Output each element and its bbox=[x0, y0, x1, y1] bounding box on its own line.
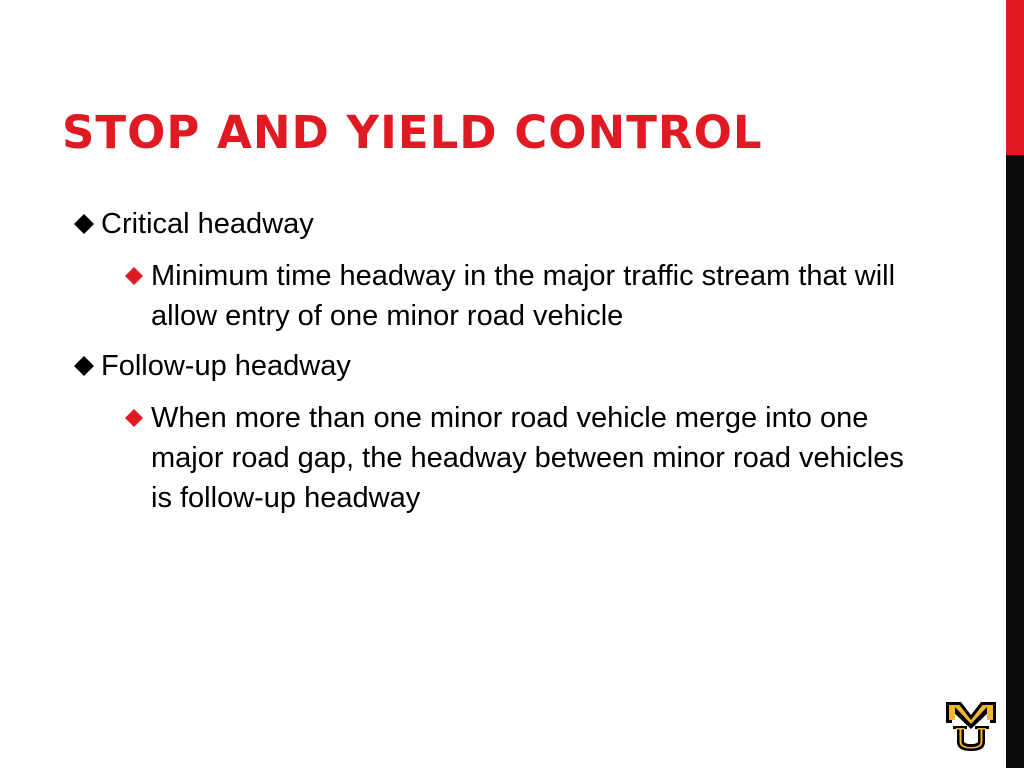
bullet-text: Minimum time headway in the major traffic stream that will allow entry of one minor road vehicle bbox=[151, 260, 896, 332]
bullet-item-follow-up-headway bbox=[70, 346, 930, 386]
red-diamond-icon bbox=[120, 256, 148, 296]
slide-title: STOP AND YIELD CONTROL bbox=[62, 106, 763, 159]
bullet-text: Follow-up headway bbox=[101, 350, 351, 382]
bullet-text: Critical headway bbox=[101, 208, 314, 240]
bullet-item-critical-headway bbox=[70, 204, 930, 244]
black-diamond-icon bbox=[70, 346, 98, 386]
mizzou-mu-logo-icon bbox=[945, 700, 997, 752]
side-bar-red-segment bbox=[1006, 0, 1024, 155]
side-accent-bar bbox=[1006, 0, 1024, 768]
black-diamond-icon bbox=[70, 204, 98, 244]
bullet-text: When more than one minor road vehicle merge into one major road gap, the headway between minor road vehicles is follow-up headway bbox=[151, 402, 904, 514]
bullet-item-critical-headway-definition bbox=[70, 256, 930, 336]
bullet-item-follow-up-headway-definition bbox=[70, 398, 930, 518]
bullet-list bbox=[70, 204, 930, 528]
red-diamond-icon bbox=[120, 398, 148, 438]
side-bar-black-segment bbox=[1006, 155, 1024, 768]
